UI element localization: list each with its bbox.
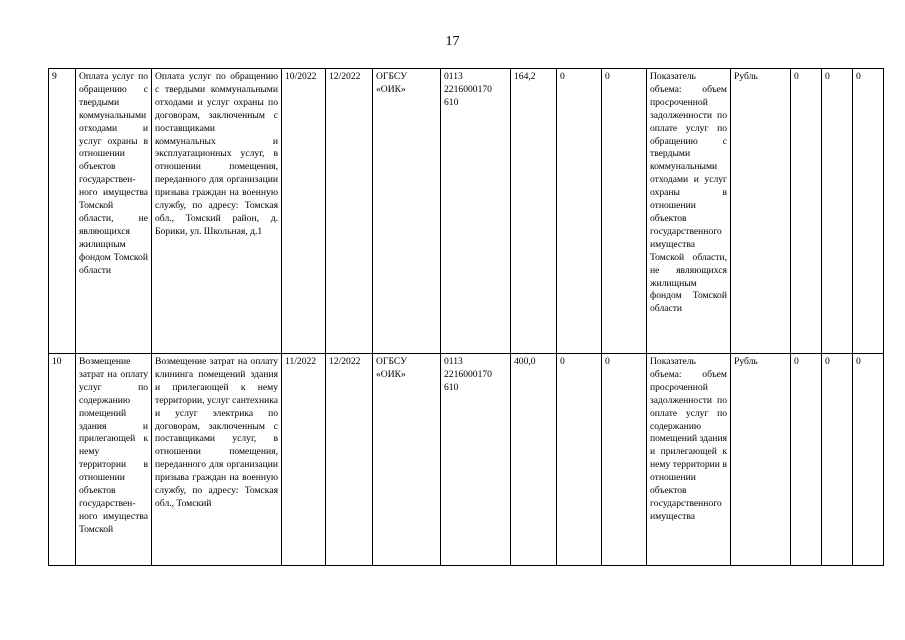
indicator-value-2: 0	[822, 354, 853, 566]
value-2: 0	[602, 354, 647, 566]
table-row	[49, 354, 884, 566]
executor: ОГБСУ «ОИК»	[373, 354, 441, 566]
unit: Рубль	[731, 354, 791, 566]
indicator-value-1: 0	[791, 354, 822, 566]
page-number: 17	[445, 34, 460, 49]
end-date: 12/2022	[326, 354, 373, 566]
measure-name: Оплата услуг по обращению с твердыми коммунальными отходами и услуг охраны в отношении объектов государственного имущества Томской области, не являющихся жилищным фондом Томской области	[76, 69, 152, 354]
measure-description: Возмещение затрат на оплату клининга помещений здания и прилегающей к нему территории, услуг сантехника и услуг электрика по договорам, заключенным с поставщиками услуг, в отношении помещения, переданного для организации призыва граждан на военную службу, по адресу: Томская обл., Томский	[152, 354, 282, 566]
value-1: 0	[557, 69, 602, 354]
budget-code: 0113 2216000170 610	[441, 69, 511, 354]
budget-code: 0113 2216000170 610	[441, 354, 511, 566]
table-row	[49, 69, 884, 354]
indicator: Показатель объема: объем просроченной задолженности по оплате услуг по обращению с твердыми коммунальными отходами и услуг охраны в отношении объектов государственного имущества Томской области, не являющихся жилищным фондом Томской области	[647, 69, 731, 354]
amount: 164,2	[511, 69, 557, 354]
amount: 400,0	[511, 354, 557, 566]
measure-name: Возмещение затрат на оплату услуг по содержанию помещений здания и прилегающей к нему территории в отношении объектов государственного имущества Томской	[76, 354, 152, 566]
indicator: Показатель объема: объем просроченной задолженности по оплате услуг по содержанию помещений здания и прилегающей к нему территории в отношении объектов государственного имущества	[647, 354, 731, 566]
measure-description: Оплата услуг по обращению с твердыми коммунальными отходами и услуг охраны по договорам, заключенным с поставщиками коммунальных и эксплуатационных услуг, в отношении помещения, переданного для организации призыва граждан на военную службу, по адресу: Томская обл., Томский район, д. Борики, ул. Школьная, д.1	[152, 69, 282, 354]
value-2: 0	[602, 69, 647, 354]
row-number: 9	[49, 69, 76, 354]
start-date: 10/2022	[282, 69, 326, 354]
indicator-value-3: 0	[853, 354, 884, 566]
indicator-value-2: 0	[822, 69, 853, 354]
row-number: 10	[49, 354, 76, 566]
end-date: 12/2022	[326, 69, 373, 354]
start-date: 11/2022	[282, 354, 326, 566]
value-1: 0	[557, 354, 602, 566]
indicator-value-1: 0	[791, 69, 822, 354]
executor: ОГБСУ «ОИК»	[373, 69, 441, 354]
program-table	[48, 68, 884, 566]
indicator-value-3: 0	[853, 69, 884, 354]
unit: Рубль	[731, 69, 791, 354]
